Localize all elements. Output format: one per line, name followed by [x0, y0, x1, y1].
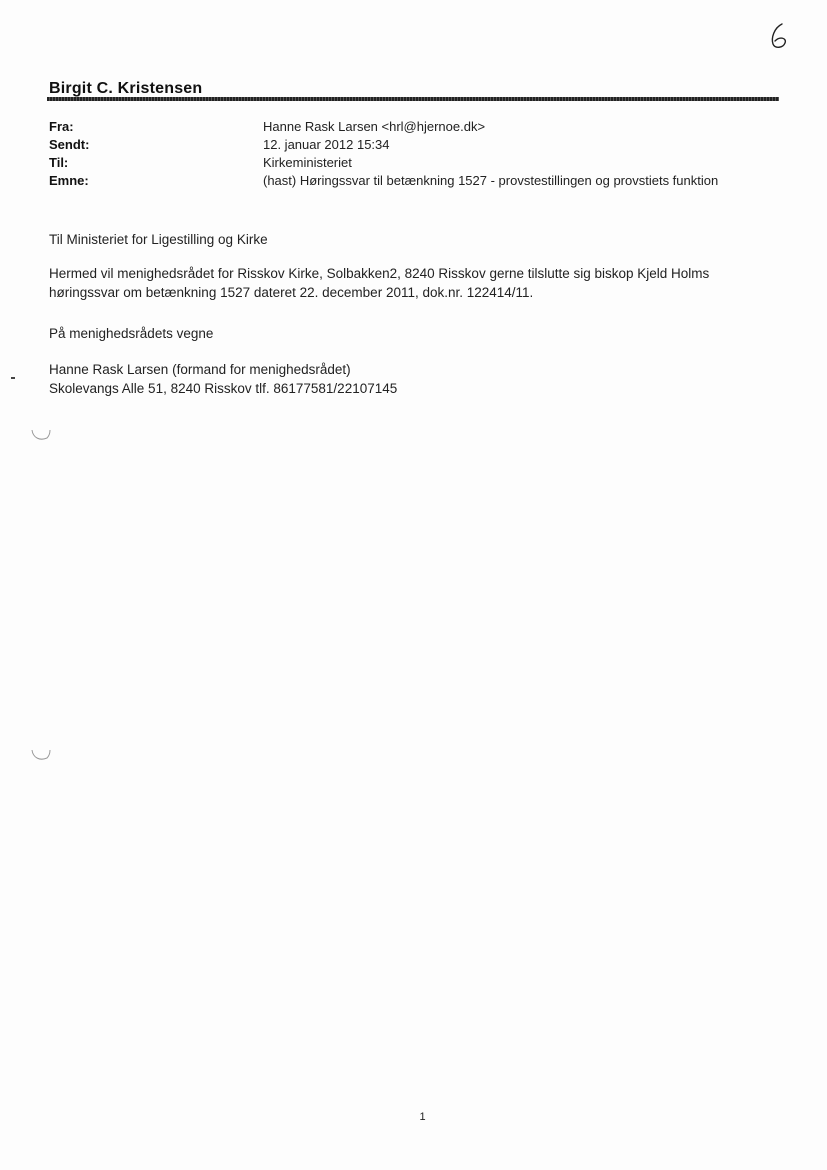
sender-name-heading: Birgit C. Kristensen	[49, 80, 203, 97]
handwritten-page-number-mark	[768, 22, 792, 50]
signature-address: Skolevangs Alle 51, 8240 Risskov tlf. 86177581/22107145	[49, 381, 398, 396]
punch-hole-mark-bottom	[30, 748, 52, 762]
meta-row-sent	[49, 137, 789, 155]
email-meta-table	[49, 119, 789, 191]
meta-row-to	[49, 155, 789, 173]
letter-paragraph	[49, 264, 749, 302]
meta-row-subject	[49, 173, 789, 191]
punch-hole-mark-top	[30, 428, 52, 442]
subject-label: Emne:	[49, 173, 89, 188]
page-number: 1	[419, 1111, 426, 1123]
from-label: Fra:	[49, 119, 74, 134]
paragraph-line-1: Hermed vil menighedsrådet for Risskov Kirke, Solbakken2, 8240 Risskov gerne tilslutte sig biskop Kjeld Holms	[49, 266, 710, 281]
sent-label: Sendt:	[49, 137, 90, 152]
meta-row-from	[49, 119, 789, 137]
to-label: Til:	[49, 155, 69, 170]
header-divider	[47, 97, 779, 101]
subject-value: (hast) Høringssvar til betænkning 1527 - provstestillingen og provstiets funktion	[263, 173, 719, 188]
letter-signature	[49, 360, 397, 398]
paragraph-line-2: høringssvar om betænkning 1527 dateret 22. december 2011, dok.nr. 122414/11.	[49, 285, 534, 300]
scan-speck	[11, 377, 15, 379]
letter-signoff: På menighedsrådets vegne	[49, 326, 214, 341]
to-value: Kirkeministeriet	[263, 155, 352, 170]
signature-name: Hanne Rask Larsen (formand for menighedsrådet)	[49, 362, 351, 377]
from-value: Hanne Rask Larsen <hrl@hjernoe.dk>	[263, 119, 486, 134]
sent-value: 12. januar 2012 15:34	[263, 137, 390, 152]
letter-greeting: Til Ministeriet for Ligestilling og Kirke	[49, 232, 268, 247]
